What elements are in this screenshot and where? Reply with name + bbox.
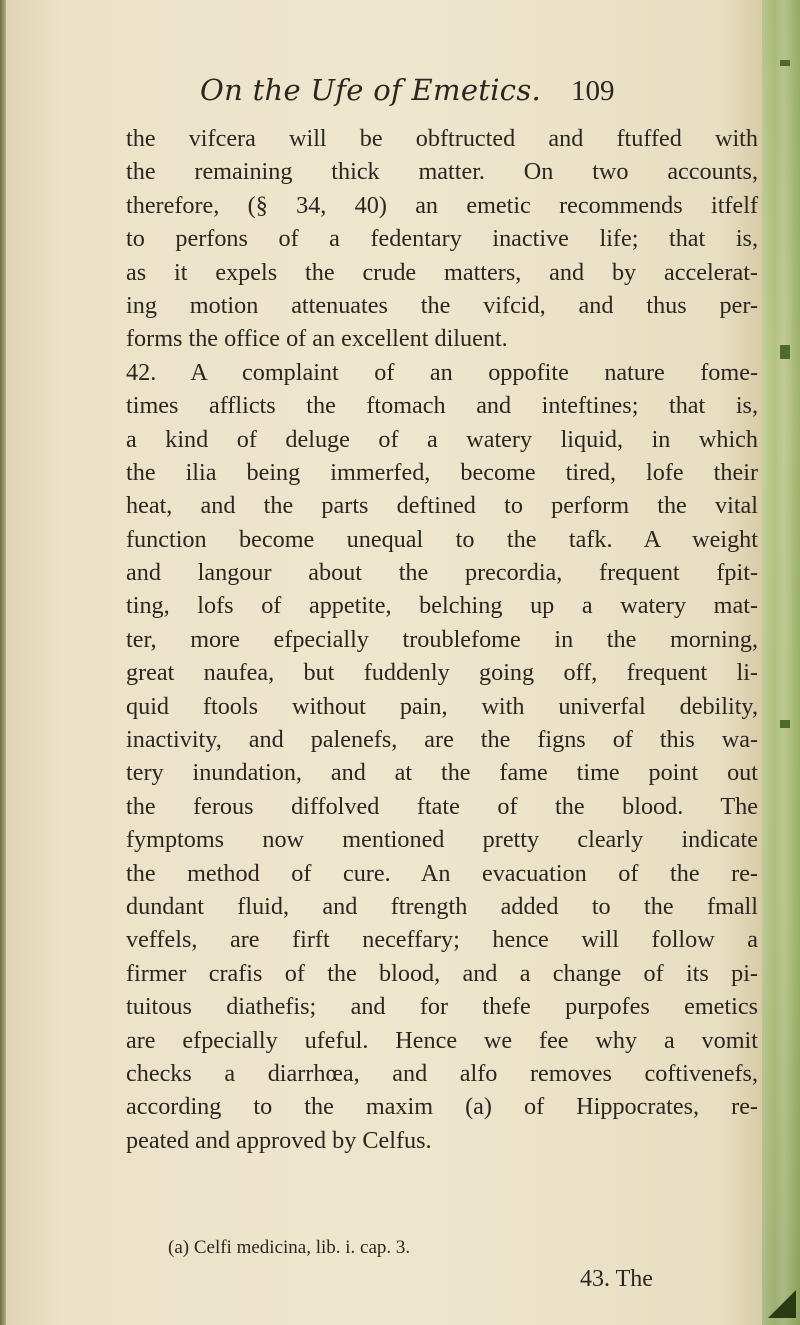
text-line: as it expels the crude matters, and by accelerat-	[126, 258, 758, 286]
text-line: the ferous diffolved ftate of the blood. The	[126, 792, 758, 820]
text-line: great naufea, but fuddenly going off, frequent li-	[126, 659, 758, 687]
text-line: according to the maxim (a) of Hippocrates, re-	[126, 1093, 758, 1121]
text-line: checks a diarrhœa, and alfo removes coftivenefs,	[126, 1059, 758, 1087]
edge-mark	[780, 720, 790, 728]
text-line: inactivity, and palenefs, are the figns of this wa-	[126, 726, 758, 754]
text-line: a kind of deluge of a watery liquid, in which	[126, 425, 758, 453]
text-line: therefore, (§ 34, 40) an emetic recommends itfelf	[126, 191, 758, 219]
text-line: ing motion attenuates the vifcid, and thus per-	[126, 291, 758, 319]
text-line: veffels, are firft neceffary; hence will follow a	[126, 926, 758, 954]
text-line: to perfons of a fedentary inactive life; that is,	[126, 225, 758, 253]
text-line: are efpecially ufeful. Hence we fee why a vomit	[126, 1026, 758, 1054]
edge-mark	[780, 345, 790, 359]
text-line: function become unequal to the tafk. A weight	[126, 525, 758, 553]
text-line: tuitous diathefis; and for thefe purpofes emetics	[126, 993, 758, 1021]
text-line: heat, and the parts deftined to perform the vital	[126, 492, 758, 520]
text-line: and langour about the precordia, frequent fpit-	[126, 559, 758, 587]
text-line: the vifcera will be obftructed and ftuffed with	[126, 125, 758, 152]
catchword: 43. The	[580, 1266, 653, 1292]
text-line: the ilia being immerfed, become tired, lofe their	[126, 458, 758, 486]
text-line: dundant fluid, and ftrength added to the fmall	[126, 892, 758, 920]
text-line: forms the office of an excellent diluent.	[126, 325, 508, 353]
text-line: tery inundation, and at the fame time point out	[126, 759, 758, 787]
corner-mark	[768, 1290, 796, 1318]
page-number: 109	[571, 75, 615, 107]
text-line: times afflicts the ftomach and inteftines; that is,	[126, 392, 758, 420]
edge-mark	[780, 60, 790, 66]
body-text	[126, 122, 758, 1157]
text-line: the method of cure. An evacuation of the re-	[126, 859, 758, 887]
text-line: firmer crafis of the blood, and a change of its pi-	[126, 959, 758, 987]
page-gutter-shadow	[0, 0, 6, 1325]
page-edge-strip	[762, 0, 800, 1325]
page-header	[0, 73, 800, 113]
text-line: peated and approved by Celfus.	[126, 1126, 432, 1154]
text-line: ting, lofs of appetite, belching up a watery mat-	[126, 592, 758, 620]
text-line: ter, more efpecially troublefome in the morning,	[126, 625, 758, 653]
text-line: fymptoms now mentioned pretty clearly indicate	[126, 826, 758, 854]
text-line: 42. A complaint of an oppofite nature fome-	[126, 358, 758, 386]
text-line: quid ftools without pain, with univerfal debility,	[126, 692, 758, 720]
footnote: (a) Celfi medicina, lib. i. cap. 3.	[168, 1237, 411, 1258]
text-line: the remaining thick matter. On two accounts,	[126, 158, 758, 186]
running-head: On the Ufe of Emetics.	[200, 73, 542, 107]
